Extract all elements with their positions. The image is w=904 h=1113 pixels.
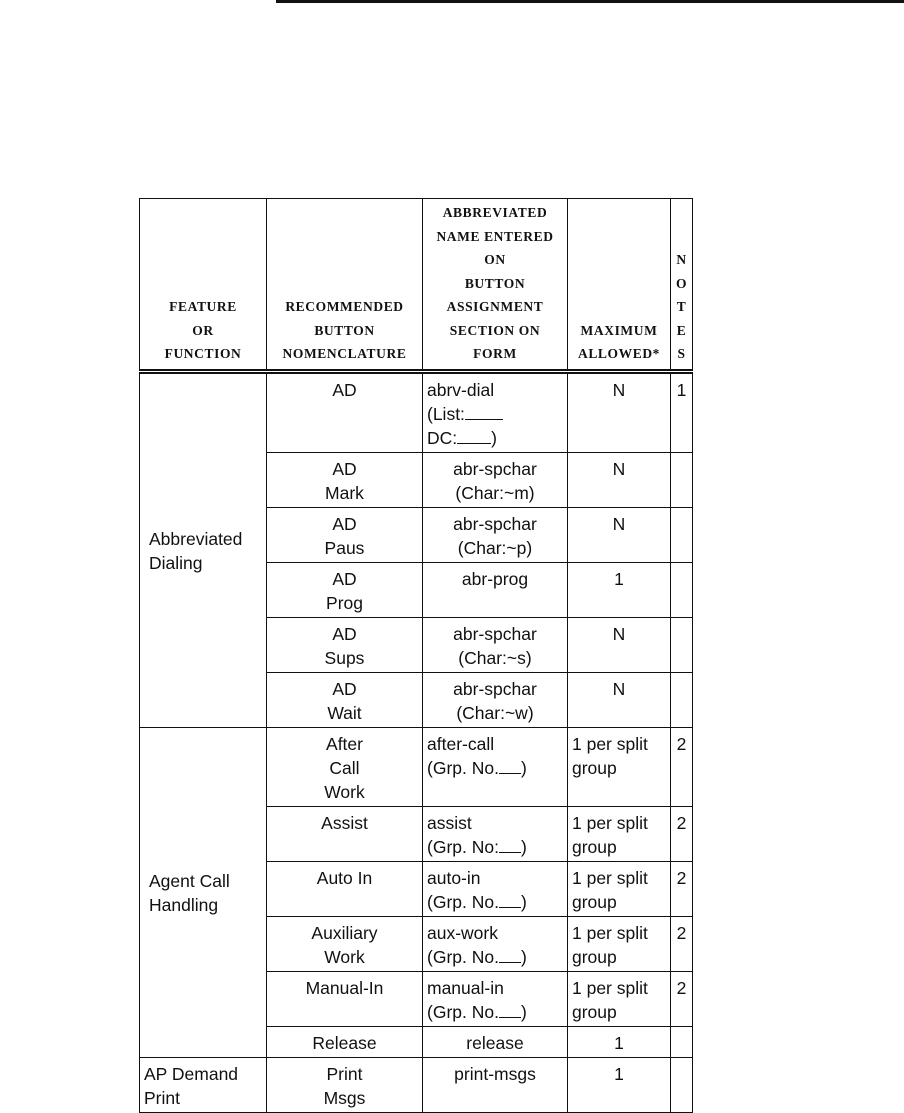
top-rule (276, 0, 904, 3)
feature-cell: AP Demand Print (140, 1057, 267, 1112)
header-abbreviated-name: ABBREVIATED NAME ENTERED ON BUTTON ASSIGNMENT SECTION ON FORM (423, 199, 568, 372)
abbr-cell: after-call (Grp. No. ) (423, 727, 568, 806)
max-cell: 1 (568, 1057, 671, 1112)
max-cell: 1 (568, 562, 671, 617)
note-cell (671, 507, 693, 562)
note-cell (671, 617, 693, 672)
abbr-cell: release (423, 1026, 568, 1057)
note-cell: 2 (671, 916, 693, 971)
abbr-cell: abr-spchar (Char:~p) (423, 507, 568, 562)
button-cell: Auto In (267, 861, 423, 916)
note-cell: 2 (671, 806, 693, 861)
abbr-cell: print-msgs (423, 1057, 568, 1112)
note-cell: 2 (671, 861, 693, 916)
max-cell: 1 per split group (568, 971, 671, 1026)
max-cell: 1 per split group (568, 861, 671, 916)
note-cell (671, 452, 693, 507)
abbr-cell: aux-work (Grp. No. ) (423, 916, 568, 971)
header-feature: FEATURE OR FUNCTION (140, 199, 267, 372)
button-cell: After Call Work (267, 727, 423, 806)
button-cell: AD Prog (267, 562, 423, 617)
max-cell: N (568, 452, 671, 507)
note-cell (671, 562, 693, 617)
button-cell: AD Sups (267, 617, 423, 672)
abbr-cell: abr-spchar (Char:~w) (423, 672, 568, 727)
button-cell: Release (267, 1026, 423, 1057)
abbr-cell: abr-spchar (Char:~s) (423, 617, 568, 672)
header-row (140, 199, 693, 372)
note-cell: 1 (671, 371, 693, 452)
button-assignment-table (139, 198, 693, 1113)
abbr-cell: abr-prog (423, 562, 568, 617)
max-cell: 1 per split group (568, 806, 671, 861)
max-cell: N (568, 617, 671, 672)
button-cell: AD (267, 371, 423, 452)
feature-cell: Agent Call Handling (140, 727, 267, 1057)
button-cell: AD Paus (267, 507, 423, 562)
note-cell: 2 (671, 971, 693, 1026)
feature-cell: Abbreviated Dialing (140, 371, 267, 727)
header-button: RECOMMENDED BUTTON NOMENCLATURE (267, 199, 423, 372)
button-cell: Auxiliary Work (267, 916, 423, 971)
max-cell: N (568, 672, 671, 727)
note-cell: 2 (671, 727, 693, 806)
table-row (140, 727, 693, 806)
abbr-cell: abr-spchar (Char:~m) (423, 452, 568, 507)
note-cell (671, 672, 693, 727)
max-cell: 1 (568, 1026, 671, 1057)
button-cell: Manual-In (267, 971, 423, 1026)
abbr-cell: abrv-dial (List: DC: ) (423, 371, 568, 452)
header-maximum: MAXIMUM ALLOWED* (568, 199, 671, 372)
button-cell: AD Mark (267, 452, 423, 507)
abbr-cell: auto-in (Grp. No. ) (423, 861, 568, 916)
note-cell (671, 1026, 693, 1057)
button-cell: AD Wait (267, 672, 423, 727)
abbr-cell: manual-in (Grp. No. ) (423, 971, 568, 1026)
abbr-cell: assist (Grp. No: ) (423, 806, 568, 861)
table-row (140, 1057, 693, 1112)
max-cell: 1 per split group (568, 916, 671, 971)
max-cell: N (568, 507, 671, 562)
note-cell (671, 1057, 693, 1112)
header-notes: N O T E S (671, 199, 693, 372)
max-cell: N (568, 371, 671, 452)
table-row (140, 371, 693, 452)
button-cell: Print Msgs (267, 1057, 423, 1112)
button-cell: Assist (267, 806, 423, 861)
max-cell: 1 per split group (568, 727, 671, 806)
